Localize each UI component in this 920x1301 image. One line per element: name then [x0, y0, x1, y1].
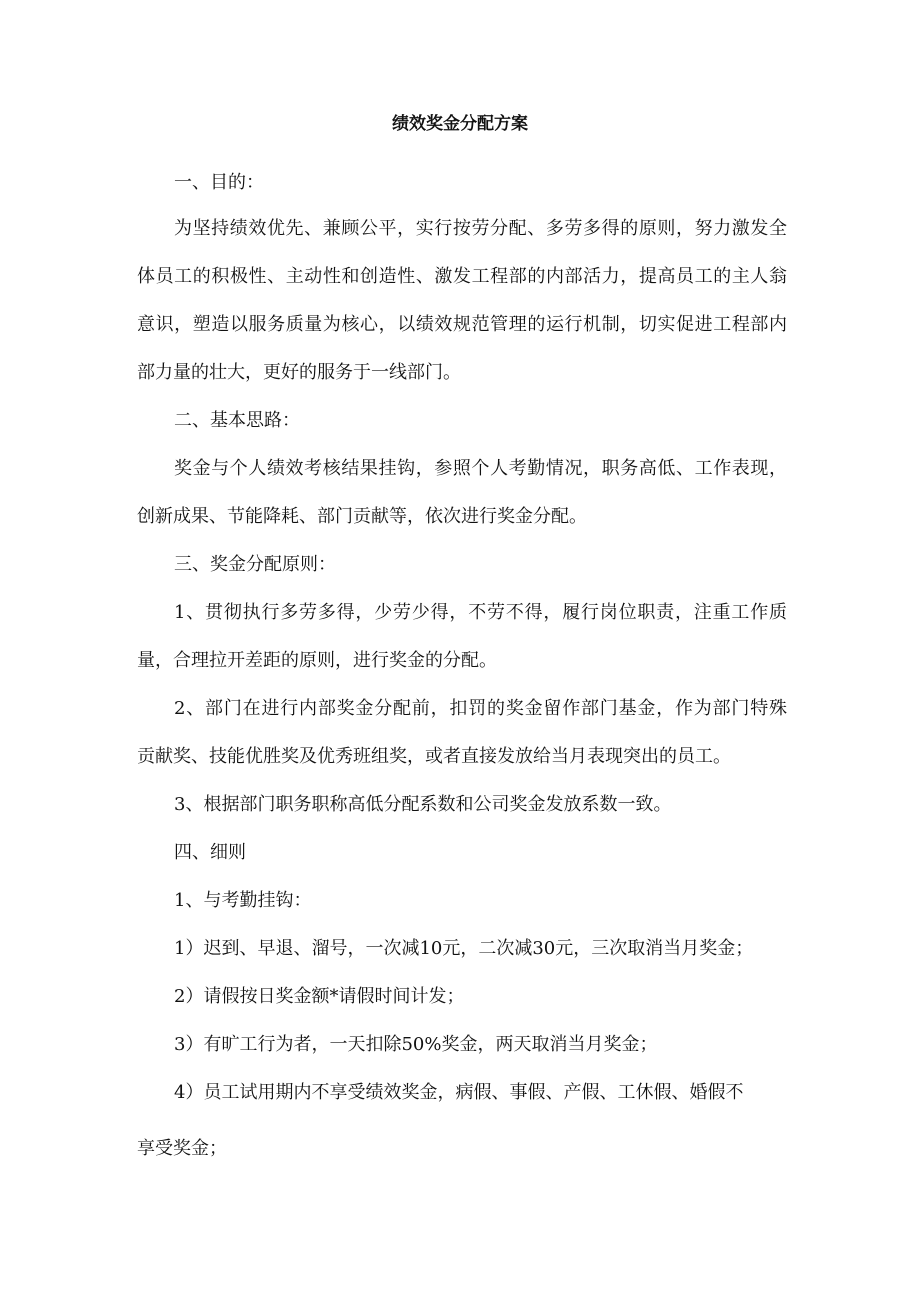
list-item-continuation: 享受奖金；	[137, 1138, 227, 1159]
document-title: 绩效奖金分配方案	[392, 114, 528, 134]
list-item: 2）请假按日奖金额*请假时间计发；	[174, 986, 465, 1007]
paragraph-line: 贡献奖、技能优胜奖及优秀班组奖，或者直接发放给当月表现突出的员工。	[137, 746, 731, 767]
paragraph-line: 意识，塑造以服务质量为核心，以绩效规范管理的运行机制，切实促进工程部内	[137, 314, 787, 335]
paragraph-line: 体员工的积极性、主动性和创造性、激发工程部的内部活力，提高员工的主人翁	[137, 266, 787, 287]
paragraph-line: 奖金与个人绩效考核结果挂钩，参照个人考勤情况，职务高低、工作表现，	[174, 458, 787, 479]
paragraph-line: 创新成果、节能降耗、部门贡献等，依次进行奖金分配。	[137, 506, 587, 527]
paragraph-line: 1、贯彻执行多劳多得，少劳少得，不劳不得，履行岗位职责，注重工作质	[174, 602, 787, 623]
heading-basic-approach: 二、基本思路：	[174, 410, 300, 431]
paragraph-line: 2、部门在进行内部奖金分配前，扣罚的奖金留作部门基金，作为部门特殊	[174, 698, 787, 719]
paragraph-line: 为坚持绩效优先、兼顾公平，实行按劳分配、多劳多得的原则，努力激发全	[174, 218, 787, 239]
heading-distribution-principles: 三、奖金分配原则：	[174, 554, 336, 575]
heading-details: 四、细则	[174, 842, 246, 863]
heading-purpose: 一、目的：	[174, 172, 264, 193]
paragraph-line: 量，合理拉开差距的原则，进行奖金的分配。	[137, 650, 497, 671]
subheading-attendance: 1、与考勤挂钩：	[174, 890, 312, 911]
list-item: 1）迟到、早退、溜号，一次减10元，二次减30元，三次取消当月奖金；	[174, 938, 754, 959]
list-item: 4）员工试用期内不享受绩效奖金，病假、事假、产假、工休假、婚假不	[174, 1082, 744, 1103]
paragraph-line: 部力量的壮大，更好的服务于一线部门。	[137, 362, 461, 383]
list-item: 3）有旷工行为者，一天扣除50%奖金，两天取消当月奖金；	[174, 1034, 658, 1055]
paragraph-line: 3、根据部门职务职称高低分配系数和公司奖金发放系数一致。	[174, 794, 672, 815]
